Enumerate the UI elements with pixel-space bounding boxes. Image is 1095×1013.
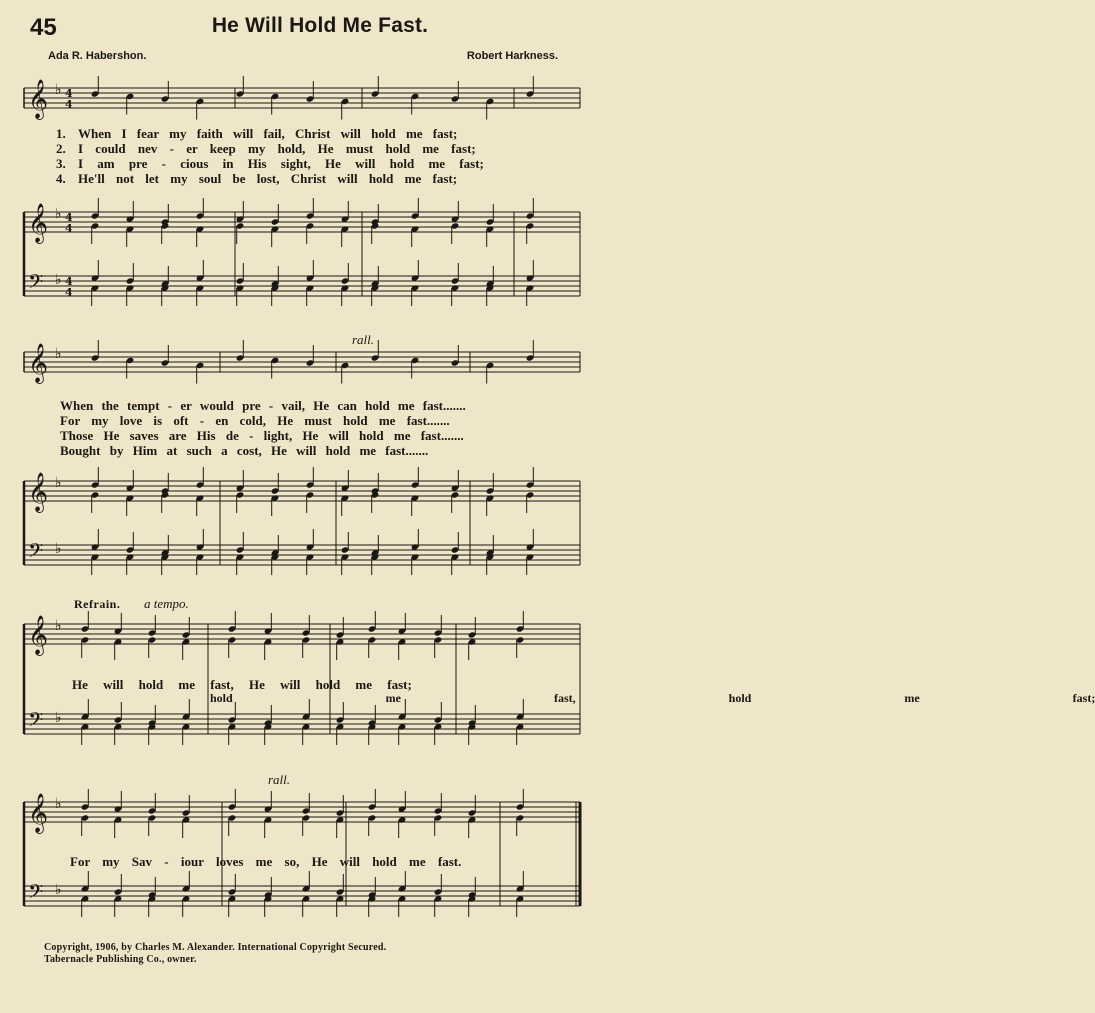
refrain-bass-lyric: hold me fast, hold me fast; bbox=[210, 691, 1095, 705]
key-flat: ♭ bbox=[55, 710, 62, 726]
verse-number: 4. bbox=[56, 171, 66, 186]
time-signature: 4 bbox=[65, 98, 73, 111]
tempo-marking: a tempo. bbox=[144, 596, 189, 611]
clef: 𝄢 bbox=[28, 539, 44, 567]
refrain-lyric: He will hold me fast, He will hold me fast; bbox=[72, 677, 412, 692]
clef: 𝄞 bbox=[28, 79, 49, 119]
clef: 𝄢 bbox=[28, 880, 44, 908]
time-signature: 4 bbox=[65, 275, 73, 288]
time-signature: 4 bbox=[65, 286, 73, 299]
key-flat: ♭ bbox=[55, 82, 62, 98]
refrain-lyric: For my Sav - iour loves me so, He will hold me fast. bbox=[70, 854, 462, 869]
lyric-line: When I fear my faith will fail, Christ will hold me fast; bbox=[78, 126, 458, 141]
verse-number: 2. bbox=[56, 141, 66, 156]
clef: 𝄞 bbox=[28, 793, 49, 833]
key-flat: ♭ bbox=[55, 618, 62, 634]
key-flat: ♭ bbox=[55, 475, 62, 491]
clefs bbox=[28, 79, 73, 908]
time-signature: 4 bbox=[65, 87, 73, 100]
key-flat: ♭ bbox=[55, 882, 62, 898]
staff-lines bbox=[24, 88, 580, 906]
lyric-line: For my love is oft - en cold, He must hold me fast....... bbox=[60, 413, 450, 428]
lyric-line: When the tempt - er would pre - vail, He can hold me fast....... bbox=[60, 398, 466, 413]
rall-direction: rall. bbox=[352, 332, 375, 347]
time-signature: 4 bbox=[65, 222, 73, 235]
hymn-number: 45 bbox=[30, 14, 57, 41]
copyright-notice bbox=[44, 942, 386, 966]
key-flat: ♭ bbox=[55, 796, 62, 812]
clef: 𝄞 bbox=[28, 203, 49, 243]
clef: 𝄞 bbox=[28, 615, 49, 655]
key-flat: ♭ bbox=[55, 541, 62, 557]
composer-credit: Robert Harkness. bbox=[466, 50, 558, 62]
lyric-line: I am pre - cious in His sight, He will hold me fast; bbox=[78, 156, 484, 171]
clef: 𝄢 bbox=[28, 708, 44, 736]
hymn-title: He Will Hold Me Fast. bbox=[211, 14, 429, 37]
refrain-label: Refrain. bbox=[74, 597, 121, 611]
lyric-line: He'll not let my soul be lost, Christ will hold me fast; bbox=[78, 171, 458, 186]
clef: 𝄢 bbox=[28, 270, 44, 298]
rall-direction: rall. bbox=[268, 772, 291, 787]
time-signature: 4 bbox=[65, 211, 73, 224]
verse-number: 1. bbox=[56, 126, 66, 141]
verse-number: 3. bbox=[56, 156, 66, 171]
key-flat: ♭ bbox=[55, 346, 62, 362]
copyright-line: Copyright, 1906, by Charles M. Alexander. International Copyright Secured. bbox=[44, 942, 387, 953]
key-flat: ♭ bbox=[55, 272, 62, 288]
lyric-line: Those He saves are His de - light, He will hold me fast....... bbox=[60, 428, 464, 443]
key-flat: ♭ bbox=[55, 206, 62, 222]
system-brackets bbox=[24, 88, 580, 906]
lyric-line: Bought by Him at such a cost, He will hold me fast....... bbox=[60, 443, 429, 458]
clef: 𝄞 bbox=[28, 343, 49, 383]
lyricist-credit: Ada R. Habershon. bbox=[48, 50, 147, 62]
clef: 𝄞 bbox=[28, 472, 49, 512]
publisher-line: Tabernacle Publishing Co., owner. bbox=[44, 954, 197, 965]
lyric-line: I could nev - er keep my hold, He must hold me fast; bbox=[78, 141, 476, 156]
